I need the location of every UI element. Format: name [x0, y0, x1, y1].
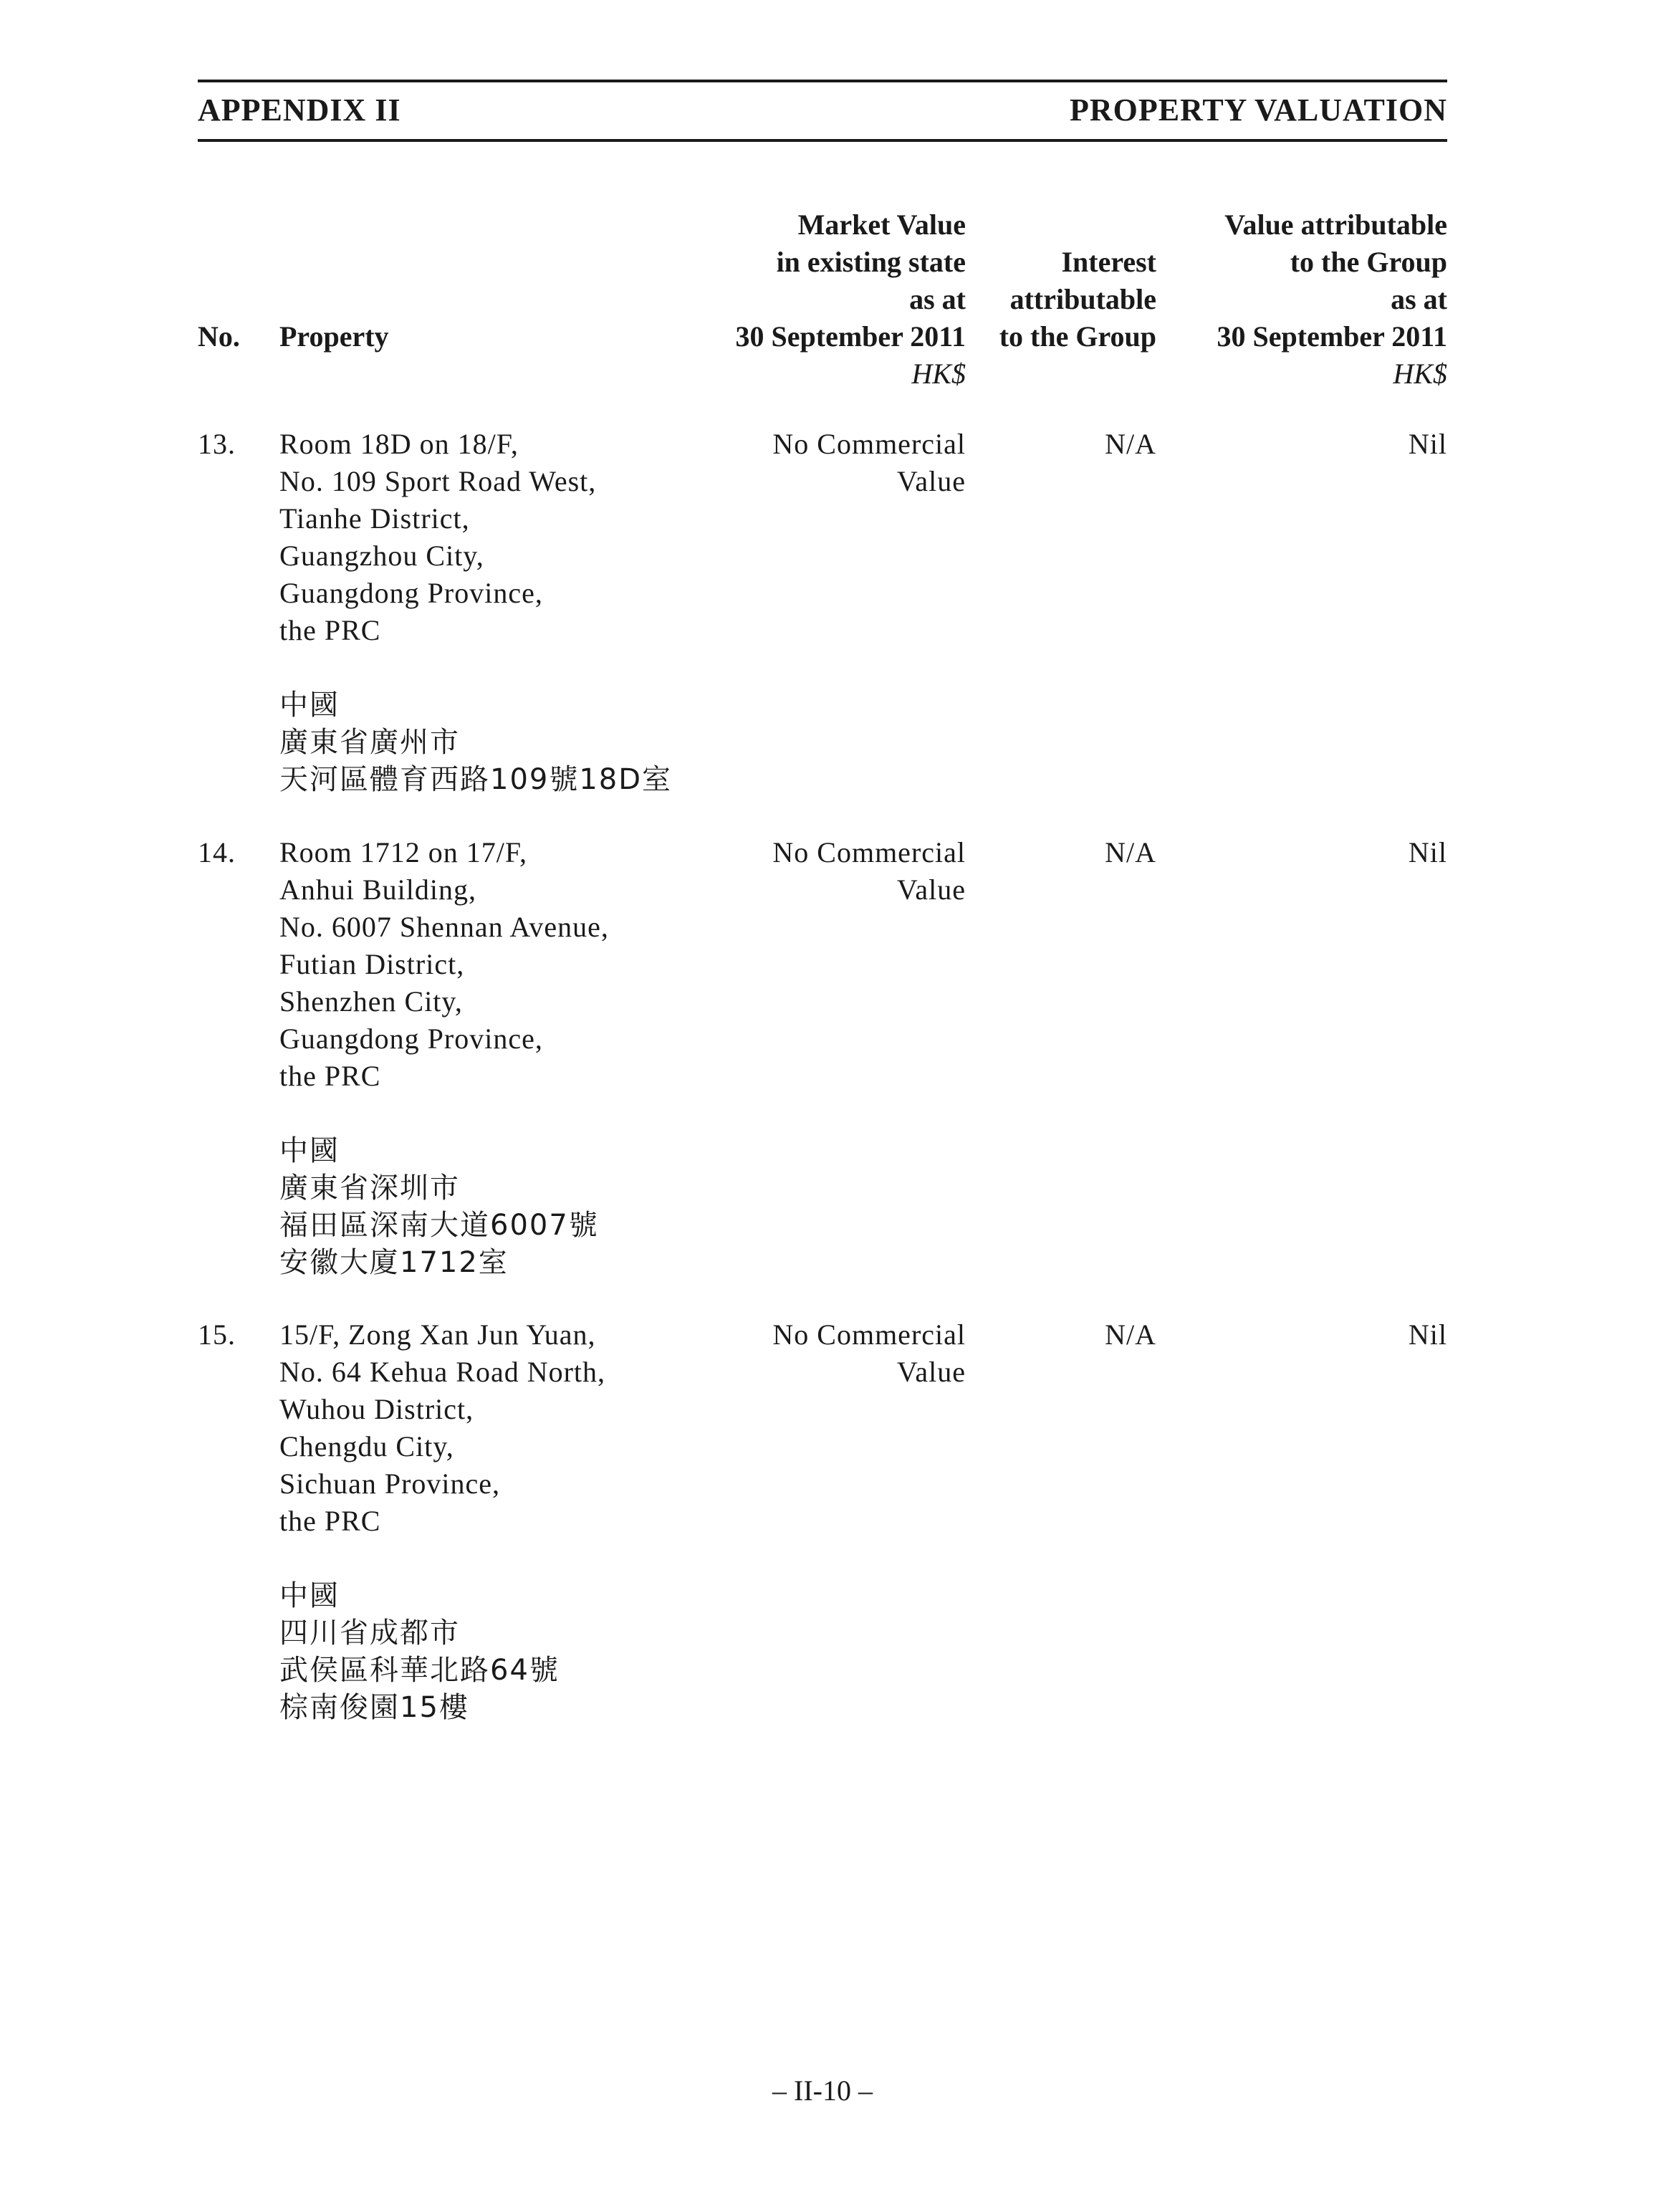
market-value-line: Value — [896, 465, 966, 497]
address-line-zh: 中國 — [279, 689, 340, 722]
page-number: – II-10 – — [772, 2074, 873, 2107]
column-header-value-attributable — [1217, 206, 1447, 393]
address-line-zh: 廣東省廣州市 — [279, 726, 460, 759]
header-top-rule — [198, 80, 1447, 82]
address-line-en: the PRC — [279, 614, 381, 646]
address-line-zh: 廣東省深圳市 — [279, 1172, 460, 1205]
column-header-interest-line: Interest — [1061, 246, 1156, 278]
property-address — [279, 1316, 605, 1726]
column-header-interest-line: attributable — [1009, 283, 1156, 315]
column-header-market-value-line: 30 September 2011 — [735, 320, 966, 353]
address-line-zh: 棕南俊園15樓 — [279, 1691, 469, 1724]
address-line-en: Guangdong Province, — [279, 1023, 543, 1055]
address-line-zh: 四川省成都市 — [279, 1617, 460, 1650]
address-line-en: Anhui Building, — [279, 873, 477, 906]
market-value-line: No Commercial — [772, 1318, 966, 1351]
address-line-en: 15/F, Zong Xan Jun Yuan, — [279, 1318, 596, 1351]
value-attributable-cell: Nil — [1408, 428, 1447, 460]
market-value-line: Value — [896, 873, 966, 906]
address-spacer — [279, 649, 672, 686]
column-header-value-attributable-line: 30 September 2011 — [1217, 320, 1447, 353]
column-header-property: Property — [279, 320, 389, 353]
column-header-no: No. — [198, 320, 240, 353]
value-attributable-cell: Nil — [1408, 1318, 1447, 1351]
address-line-en: No. 6007 Shennan Avenue, — [279, 911, 609, 943]
address-line-en: Shenzhen City, — [279, 985, 463, 1018]
document-page — [198, 0, 1447, 2212]
value-attributable-cell: Nil — [1408, 836, 1447, 868]
address-line-en: Sichuan Province, — [279, 1468, 501, 1500]
column-header-market-value-line: as at — [909, 283, 966, 315]
address-line-zh: 武侯區科華北路64號 — [279, 1654, 560, 1687]
market-value-line: No Commercial — [772, 428, 966, 460]
row-number: 13. — [198, 428, 236, 460]
address-line-zh: 安徽大廈1712室 — [279, 1246, 509, 1279]
column-header-interest-line: to the Group — [999, 320, 1156, 353]
address-spacer — [279, 1540, 605, 1577]
row-number: 14. — [198, 836, 236, 868]
column-header-value-attributable-unit: HK$ — [1393, 358, 1447, 390]
header-appendix-label: APPENDIX II — [198, 92, 401, 128]
address-line-zh: 天河區體育西路109號18D室 — [279, 763, 673, 796]
address-line-en: the PRC — [279, 1505, 381, 1537]
address-line-en: No. 64 Kehua Road North, — [279, 1356, 606, 1388]
market-value-cell — [772, 1316, 966, 1391]
address-line-en: Room 1712 on 17/F, — [279, 836, 527, 868]
property-address — [279, 834, 609, 1281]
market-value-line: No Commercial — [772, 836, 966, 868]
column-header-value-attributable-line: to the Group — [1290, 246, 1447, 278]
address-line-zh: 福田區深南大道6007號 — [279, 1209, 599, 1242]
market-value-cell — [772, 834, 966, 909]
address-line-en: Futian District, — [279, 948, 465, 980]
row-number: 15. — [198, 1318, 236, 1351]
column-header-interest — [999, 244, 1156, 355]
column-header-market-value-line: in existing state — [776, 246, 966, 278]
property-address — [279, 426, 672, 798]
column-header-value-attributable-line: as at — [1391, 283, 1447, 315]
header-bottom-rule — [198, 139, 1447, 142]
header-section-title: PROPERTY VALUATION — [1069, 92, 1447, 128]
column-header-market-value — [736, 206, 966, 393]
column-header-market-value-line: Market Value — [797, 209, 966, 241]
address-line-en: Tianhe District, — [279, 502, 470, 535]
address-line-en: No. 109 Sport Road West, — [279, 465, 597, 497]
address-line-en: Chengdu City, — [279, 1430, 454, 1462]
address-line-zh: 中國 — [279, 1579, 340, 1612]
interest-cell: N/A — [1105, 1318, 1156, 1351]
address-line-en: Guangzhou City, — [279, 540, 484, 572]
interest-cell: N/A — [1105, 428, 1156, 460]
address-line-en: Room 18D on 18/F, — [279, 428, 519, 460]
address-line-en: Wuhou District, — [279, 1393, 474, 1425]
column-header-value-attributable-line: Value attributable — [1224, 209, 1447, 241]
address-line-en: Guangdong Province, — [279, 577, 543, 609]
column-header-market-value-unit: HK$ — [911, 358, 966, 390]
interest-cell: N/A — [1105, 836, 1156, 868]
address-spacer — [279, 1095, 609, 1132]
address-line-zh: 中國 — [279, 1134, 340, 1167]
address-line-en: the PRC — [279, 1060, 381, 1092]
market-value-line: Value — [896, 1356, 966, 1388]
market-value-cell — [772, 426, 966, 500]
